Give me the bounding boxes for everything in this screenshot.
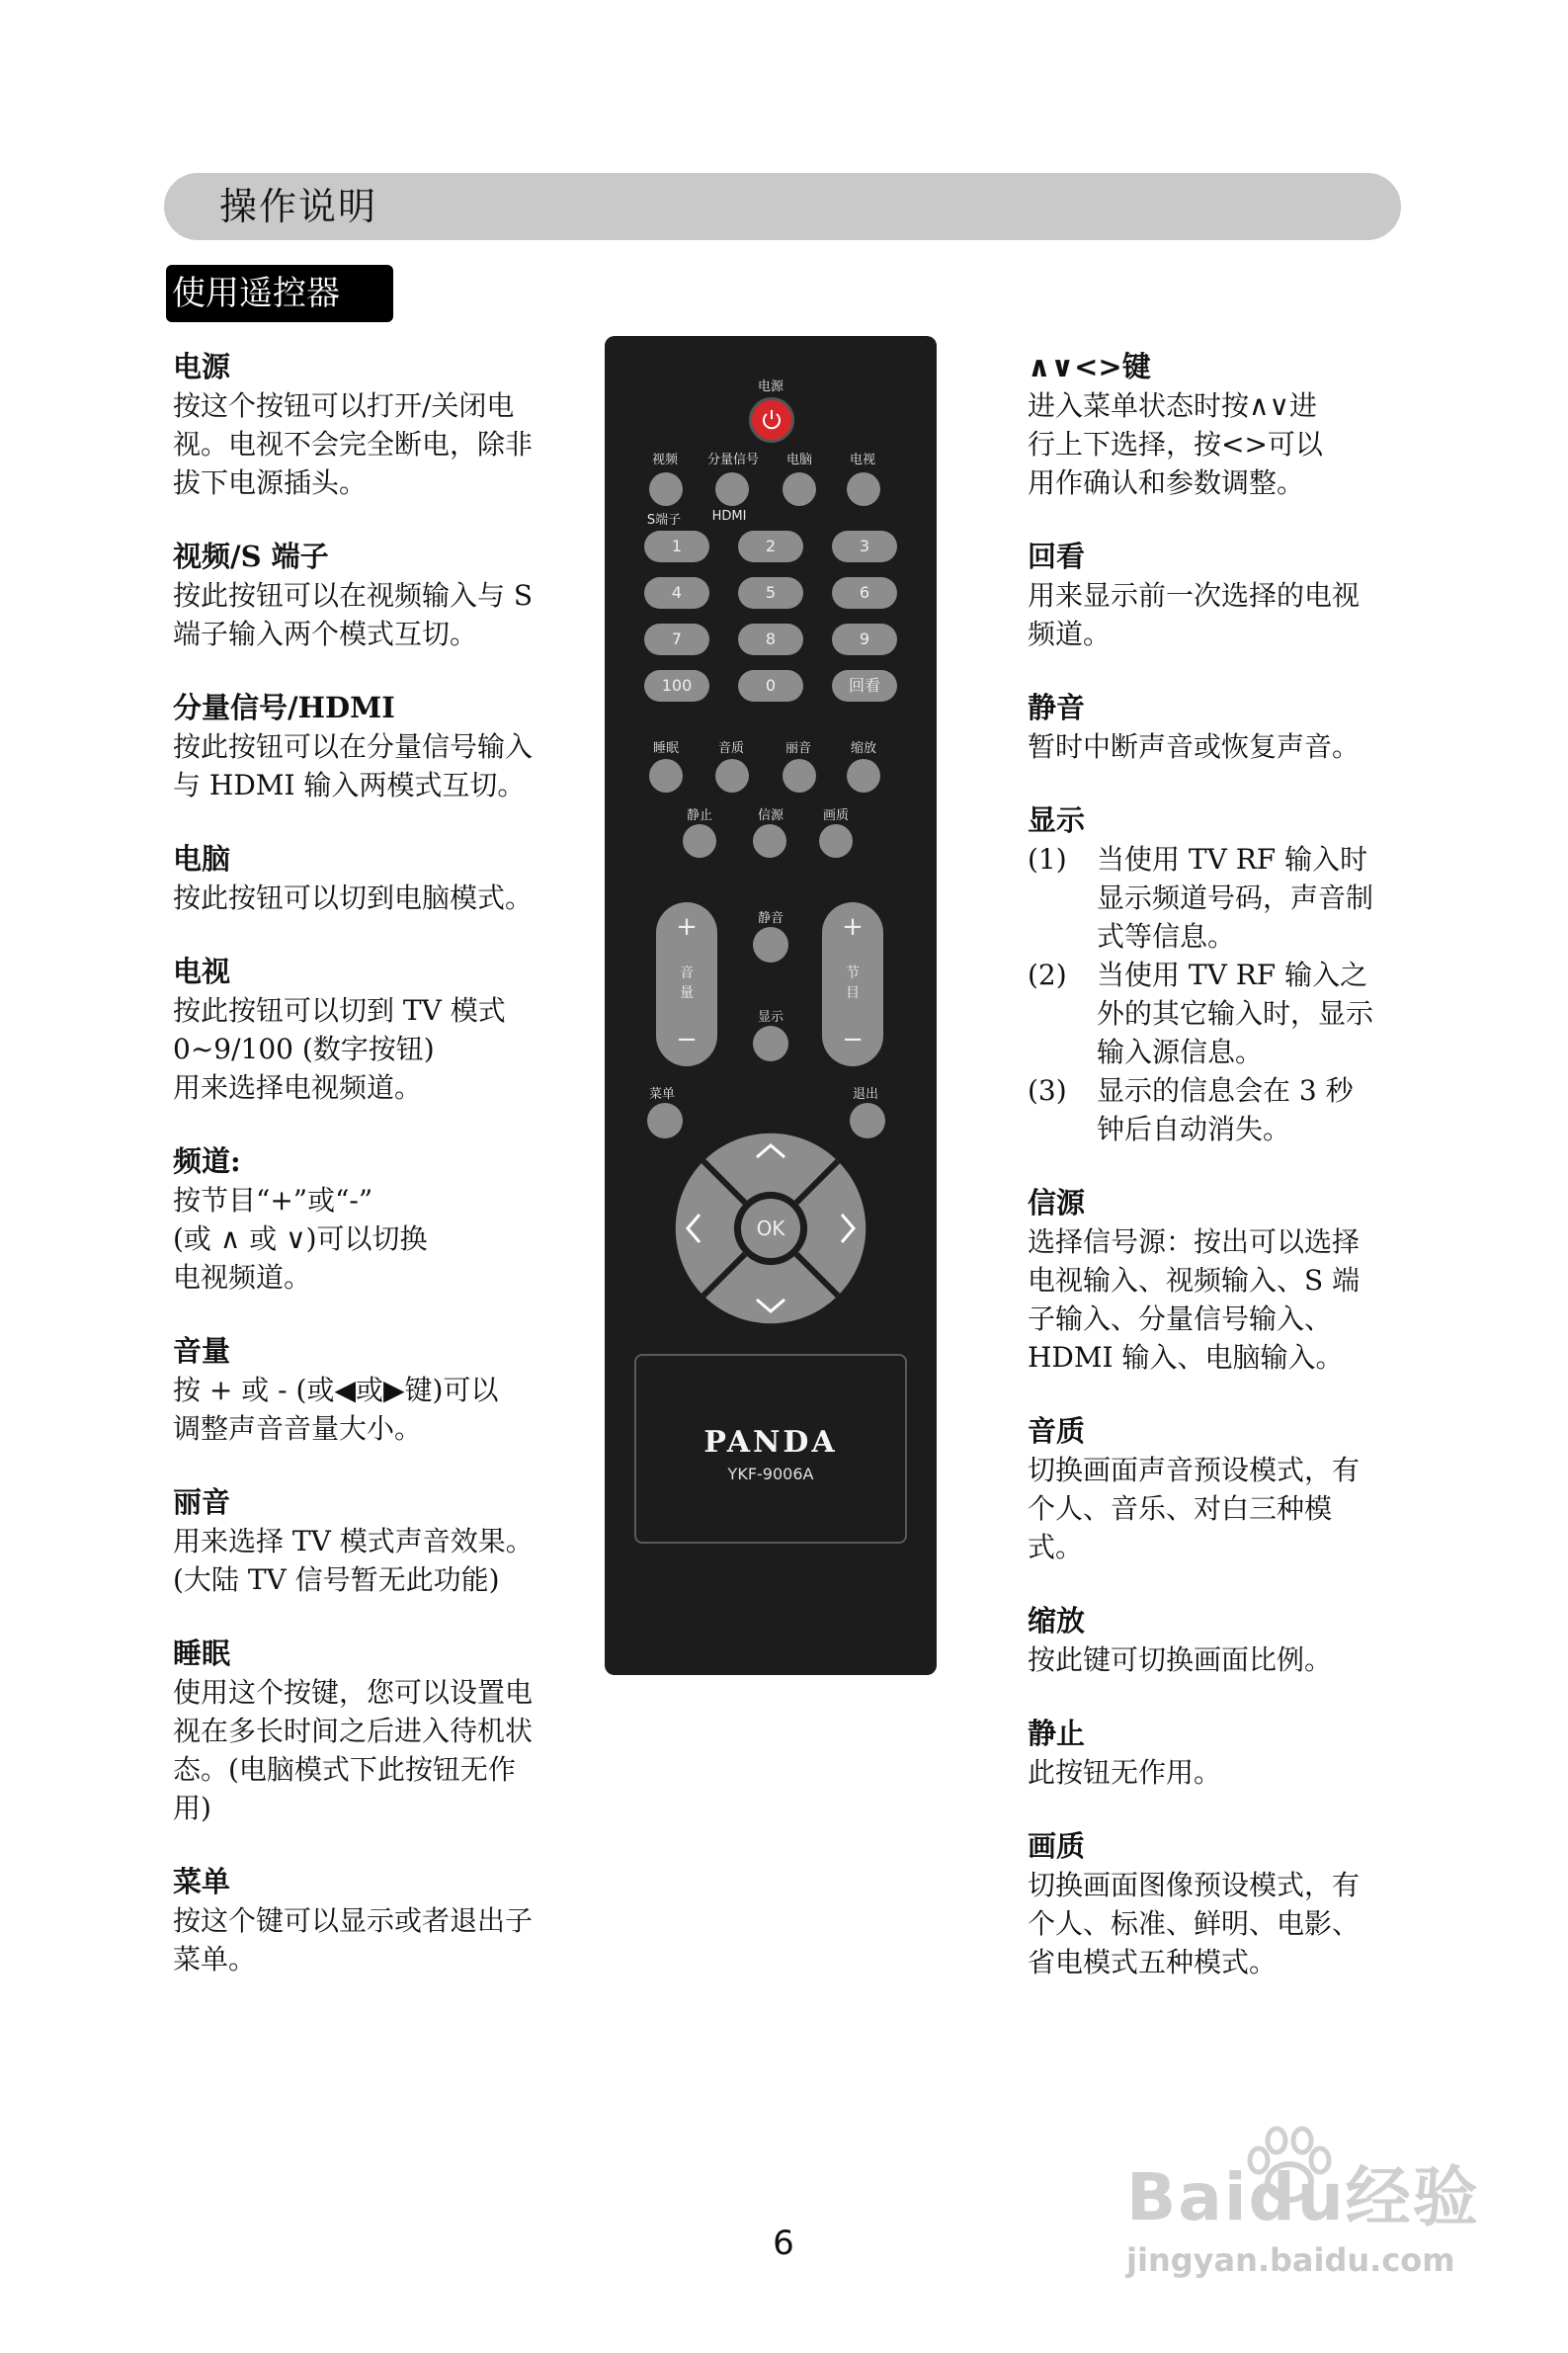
page-number: 6 — [773, 2224, 794, 2263]
freeze-button[interactable] — [683, 824, 716, 858]
item-text: 暂时中断声音或恢复声音。 — [1028, 730, 1361, 763]
key-7[interactable]: 7 — [644, 624, 709, 655]
picture-button[interactable] — [819, 824, 853, 858]
pc-button[interactable] — [783, 472, 816, 506]
item-title: 缩放 — [1028, 1604, 1086, 1638]
zoom-button[interactable] — [847, 759, 880, 793]
mute-button[interactable] — [753, 927, 788, 963]
key-9[interactable]: 9 — [832, 624, 897, 655]
section-tag: 使用遥控器 — [166, 265, 393, 322]
desc-item-mute — [1028, 689, 1403, 766]
source-button[interactable] — [753, 824, 786, 858]
desc-item-pc — [173, 840, 568, 917]
item-title: 电视 — [173, 955, 231, 988]
key-0[interactable]: 0 — [738, 670, 803, 702]
list-number: (2) — [1028, 959, 1067, 991]
desc-item-source — [1028, 1184, 1403, 1377]
item-title: 音量 — [173, 1334, 231, 1368]
right-column — [1028, 348, 1403, 2017]
left-column — [173, 348, 568, 2014]
item-title: 电脑 — [173, 842, 231, 876]
desc-item-arrows — [1028, 348, 1403, 502]
page-title: 操作说明 — [219, 185, 378, 228]
nicam-label: 丽音 — [784, 741, 811, 756]
pc-label: 电脑 — [785, 453, 812, 467]
key-3[interactable]: 3 — [832, 531, 897, 562]
list-item — [1028, 840, 1403, 956]
item-title: 睡眠 — [173, 1637, 231, 1670]
model-number: YKF-9006A — [727, 1465, 814, 1483]
desc-item-picture — [1028, 1827, 1403, 1981]
item-text: 按这个按钮可以打开/关闭电 视。电视不会完全断电，除非 拔下电源插头。 — [173, 389, 534, 499]
zoom-label: 缩放 — [850, 741, 876, 756]
list-number: (1) — [1028, 843, 1067, 876]
desc-item-video — [173, 538, 568, 653]
item-text: 用来显示前一次选择的电视 频道。 — [1028, 579, 1361, 650]
power-label: 电源 — [757, 379, 784, 394]
item-title: 静止 — [1028, 1717, 1086, 1750]
item-text: 按此按钮可以切到电脑模式。 — [173, 882, 534, 914]
item-text: 选择信号源：按出可以选择 电视输入、视频输入、S 端 子输入、分量信号输入、 HDMI 输入、电脑输入。 — [1028, 1225, 1361, 1374]
key-8[interactable]: 8 — [738, 624, 803, 655]
desc-item-tv — [173, 953, 568, 1107]
item-title: 菜单 — [173, 1865, 231, 1898]
video-button[interactable] — [649, 472, 683, 506]
remote-control — [605, 336, 937, 1675]
item-text: 用来选择 TV 模式声音效果。 (大陆 TV 信号暂无此功能) — [173, 1525, 534, 1596]
list-text: 显示的信息会在 3 秒 钟后自动消失。 — [1097, 1074, 1354, 1145]
item-title: 分量信号/HDMI — [173, 691, 395, 724]
channel-minus[interactable]: − — [842, 1025, 864, 1054]
key-2[interactable]: 2 — [738, 531, 803, 562]
tv-label: 电视 — [849, 453, 875, 467]
item-text: 按节目“+”或“-” (或 ∧ 或 ∨)可以切换 电视频道。 — [173, 1184, 428, 1294]
item-text: 进入菜单状态时按∧∨进 行上下选择，按<>可以 用作确认和参数调整。 — [1028, 389, 1323, 499]
volume-minus[interactable]: − — [676, 1025, 698, 1054]
picture-label: 画质 — [822, 808, 849, 823]
desc-item-freeze — [1028, 1715, 1403, 1792]
list-item — [1028, 1071, 1403, 1148]
desc-item-component — [173, 689, 568, 804]
channel-rocker[interactable] — [822, 902, 883, 1066]
display-button[interactable] — [753, 1026, 788, 1061]
s-video-label: S端子 — [646, 513, 682, 528]
desc-item-nicam — [173, 1483, 568, 1599]
item-title: ∧∨<>键 — [1028, 350, 1151, 383]
video-label: 视频 — [651, 453, 678, 467]
brand-logo: PANDA — [703, 1425, 838, 1460]
item-title: 视频/S 端子 — [173, 540, 329, 573]
list-text: 当使用 TV RF 输入时 显示频道号码，声音制 式等信息。 — [1097, 843, 1374, 953]
desc-item-sleep — [173, 1635, 568, 1827]
desc-item-power — [173, 348, 568, 502]
key-1[interactable]: 1 — [644, 531, 709, 562]
item-title: 显示 — [1028, 803, 1086, 837]
display-label: 显示 — [757, 1010, 784, 1025]
item-title: 电源 — [173, 350, 231, 383]
item-text: 切换画面声音预设模式，有 个人、音乐、对白三种模 式。 — [1028, 1454, 1361, 1563]
volume-label: 音 量 — [680, 966, 694, 1001]
item-text: 按此键可切换画面比例。 — [1028, 1643, 1333, 1676]
header-bar — [164, 173, 1401, 240]
item-text: 按 + 或 - (或◀或▶键)可以 调整声音音量大小。 — [173, 1374, 499, 1445]
tv-button[interactable] — [847, 472, 880, 506]
power-icon — [760, 408, 784, 432]
item-text: 按这个键可以显示或者退出子 菜单。 — [173, 1904, 534, 1975]
desc-item-channel — [173, 1142, 568, 1297]
sound-label: 音质 — [717, 741, 744, 756]
exit-label: 退出 — [852, 1087, 878, 1102]
desc-item-volume — [173, 1332, 568, 1448]
desc-item-sound — [1028, 1412, 1403, 1566]
item-title: 频道: — [173, 1144, 241, 1178]
key-6[interactable]: 6 — [832, 577, 897, 609]
power-button[interactable] — [749, 397, 794, 443]
item-text: 切换画面图像预设模式，有 个人、标准、鲜明、电影、 省电模式五种模式。 — [1028, 1869, 1361, 1978]
hdmi-label: HDMI — [711, 509, 747, 524]
item-title: 静音 — [1028, 691, 1086, 724]
item-title: 画质 — [1028, 1829, 1086, 1863]
item-text: 按此按钮可以切到 TV 模式 0~9/100 (数字按钮) 用来选择电视频道。 — [173, 994, 506, 1104]
desc-item-display — [1028, 801, 1403, 1148]
source-label: 信源 — [757, 808, 784, 823]
freeze-label: 静止 — [686, 808, 712, 823]
list-text: 当使用 TV RF 输入之 外的其它输入时，显示 输入源信息。 — [1097, 959, 1374, 1068]
desc-item-menu — [173, 1863, 568, 1978]
channel-plus[interactable]: + — [842, 912, 864, 942]
component-label: 分量信号 — [706, 453, 759, 467]
item-text: 使用这个按键，您可以设置电 视在多长时间之后进入待机状 态。(电脑模式下此按钮无作 用) — [173, 1676, 534, 1824]
volume-plus[interactable]: + — [676, 912, 698, 942]
item-text: 按此按钮可以在分量信号输入 与 HDMI 输入两模式互切。 — [173, 730, 534, 801]
component-button[interactable] — [715, 472, 749, 506]
watermark — [1107, 2125, 1502, 2303]
menu-label: 菜单 — [648, 1087, 675, 1102]
item-title: 丽音 — [173, 1485, 231, 1519]
display-list — [1028, 840, 1403, 1148]
item-title: 音质 — [1028, 1414, 1086, 1448]
nicam-button[interactable] — [783, 759, 816, 793]
desc-item-zoom — [1028, 1602, 1403, 1679]
recall-button[interactable]: 回看 — [832, 670, 897, 702]
key-100[interactable]: 100 — [644, 670, 709, 702]
item-text: 此按钮无作用。 — [1028, 1756, 1222, 1789]
mute-label: 静音 — [757, 911, 784, 926]
logo-panel — [634, 1354, 907, 1544]
item-text: 按此按钮可以在视频输入与 S 端子输入两个模式互切。 — [173, 579, 534, 650]
list-number: (3) — [1028, 1074, 1067, 1107]
sleep-label: 睡眠 — [652, 741, 679, 756]
watermark-url: jingyan.baidu.com — [1126, 2241, 1455, 2279]
desc-item-recall — [1028, 538, 1403, 653]
watermark-brand: Baidu经验 — [1126, 2159, 1480, 2235]
list-item — [1028, 956, 1403, 1071]
key-4[interactable]: 4 — [644, 577, 709, 609]
volume-rocker[interactable] — [656, 902, 717, 1066]
sleep-button[interactable] — [649, 759, 683, 793]
dpad[interactable] — [674, 1132, 867, 1325]
sound-button[interactable] — [715, 759, 749, 793]
ok-label: OK — [756, 1217, 785, 1240]
item-title: 信源 — [1028, 1186, 1086, 1219]
item-title: 回看 — [1028, 540, 1086, 573]
channel-label: 节 目 — [846, 966, 860, 1001]
key-5[interactable]: 5 — [738, 577, 803, 609]
